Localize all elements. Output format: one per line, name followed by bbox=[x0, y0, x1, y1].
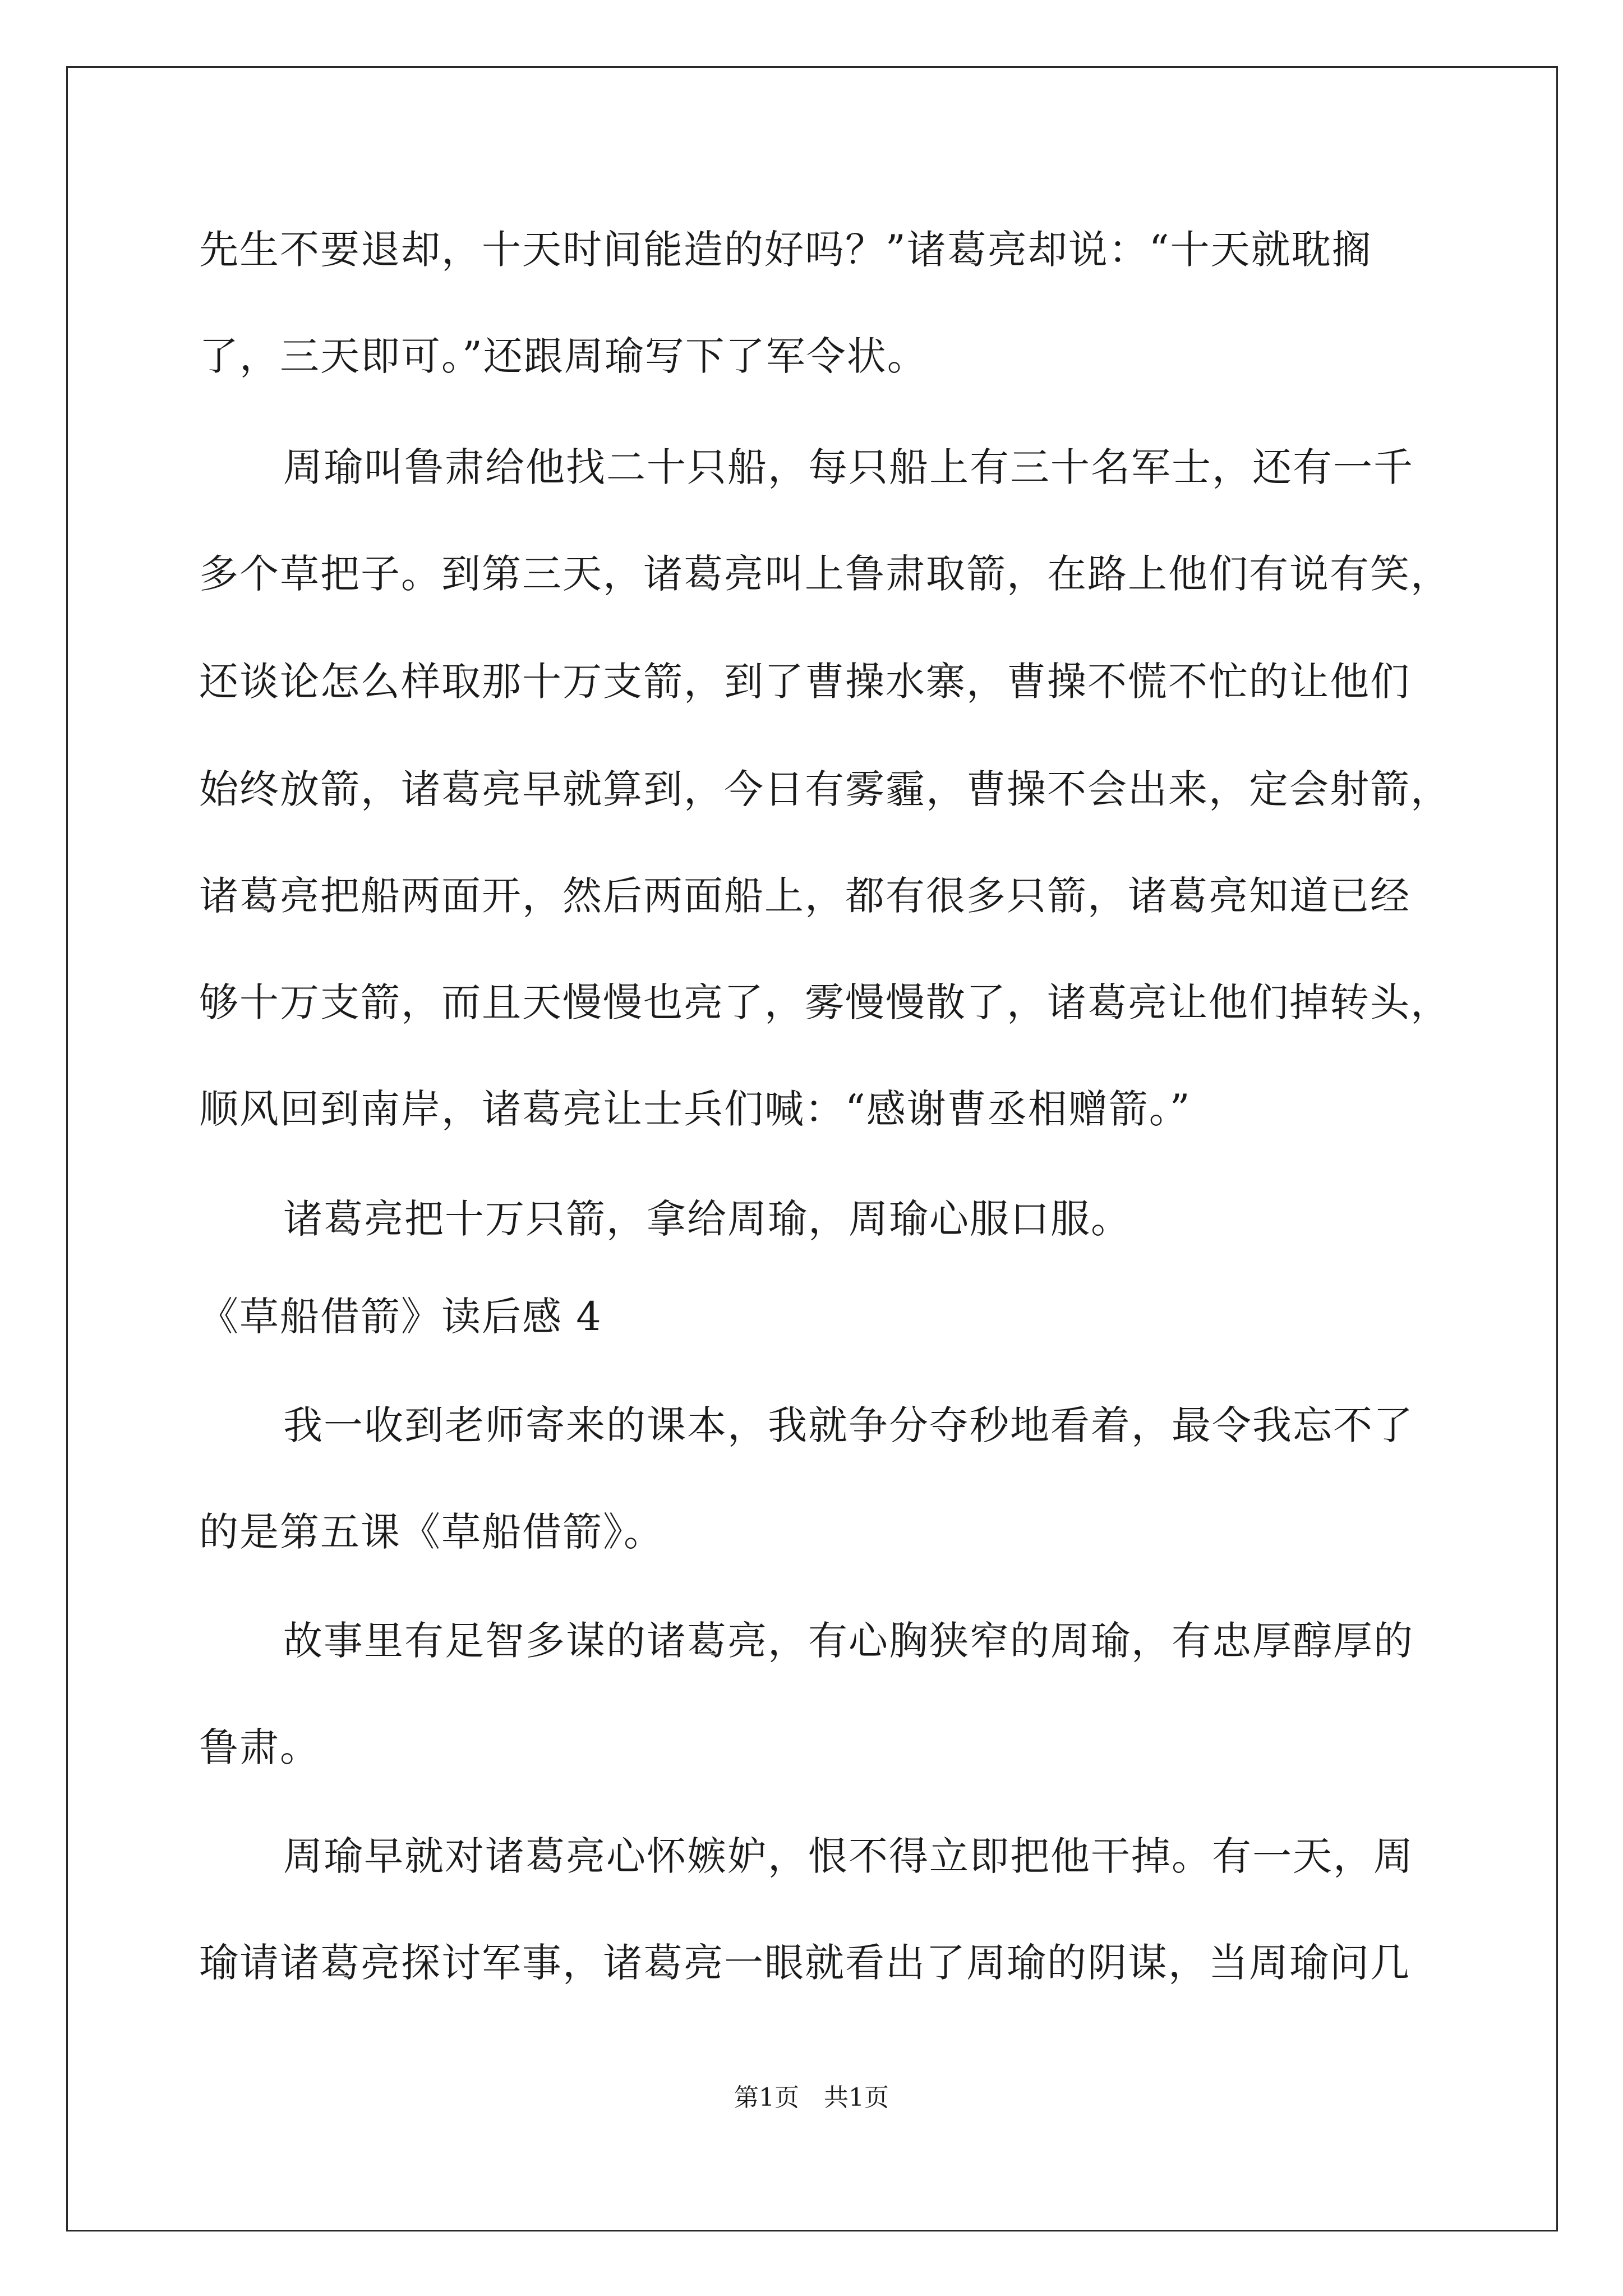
text-line: 多个草把子。到第三天，诸葛亮叫上鲁肃取箭，在路上他们有说有笑， bbox=[199, 551, 1451, 597]
text-line: 先生不要退却，十天时间能造的好吗？”诸葛亮却说：“十天就耽搁 bbox=[199, 227, 1372, 273]
page-border bbox=[66, 66, 1558, 2231]
section-heading: 《草船借箭》读后感 4 bbox=[199, 1294, 602, 1340]
text-line: 周瑜叫鲁肃给他找二十只船，每只船上有三十名军士，还有一千 bbox=[283, 444, 1414, 490]
text-line: 够十万支箭，而且天慢慢也亮了，雾慢慢散了，诸葛亮让他们掉转头， bbox=[199, 979, 1451, 1025]
page-footer bbox=[0, 2083, 1623, 2112]
page-number: 第1页 bbox=[734, 2083, 799, 2112]
text-line: 还谈论怎么样取那十万支箭，到了曹操水寨，曹操不慌不忙的让他们 bbox=[199, 659, 1410, 705]
text-line: 故事里有足智多谋的诸葛亮，有心胸狭窄的周瑜，有忠厚醇厚的 bbox=[283, 1618, 1414, 1664]
text-line: 诸葛亮把船两面开，然后两面船上，都有很多只箭，诸葛亮知道已经 bbox=[199, 873, 1410, 919]
page-total: 共1页 bbox=[824, 2083, 889, 2112]
text-line: 始终放箭，诸葛亮早就算到，今日有雾霾，曹操不会出来，定会射箭， bbox=[199, 766, 1451, 812]
text-line: 的是第五课《草船借箭》。 bbox=[199, 1509, 664, 1555]
text-line: 我一收到老师寄来的课本，我就争分夺秒地看着，最令我忘不了 bbox=[283, 1402, 1414, 1448]
text-line: 顺风回到南岸，诸葛亮让士兵们喊：“感谢曹丞相赠箭。” bbox=[199, 1086, 1191, 1132]
text-line: 诸葛亮把十万只箭，拿给周瑜，周瑜心服口服。 bbox=[283, 1196, 1131, 1242]
text-line: 瑜请诸葛亮探讨军事，诸葛亮一眼就看出了周瑜的阴谋，当周瑜问几 bbox=[199, 1940, 1410, 1986]
text-line: 了，三天即可。”还跟周瑜写下了军令状。 bbox=[199, 333, 928, 379]
text-line: 鲁肃。 bbox=[199, 1724, 320, 1770]
text-line: 周瑜早就对诸葛亮心怀嫉妒，恨不得立即把他干掉。有一天，周 bbox=[283, 1833, 1414, 1879]
